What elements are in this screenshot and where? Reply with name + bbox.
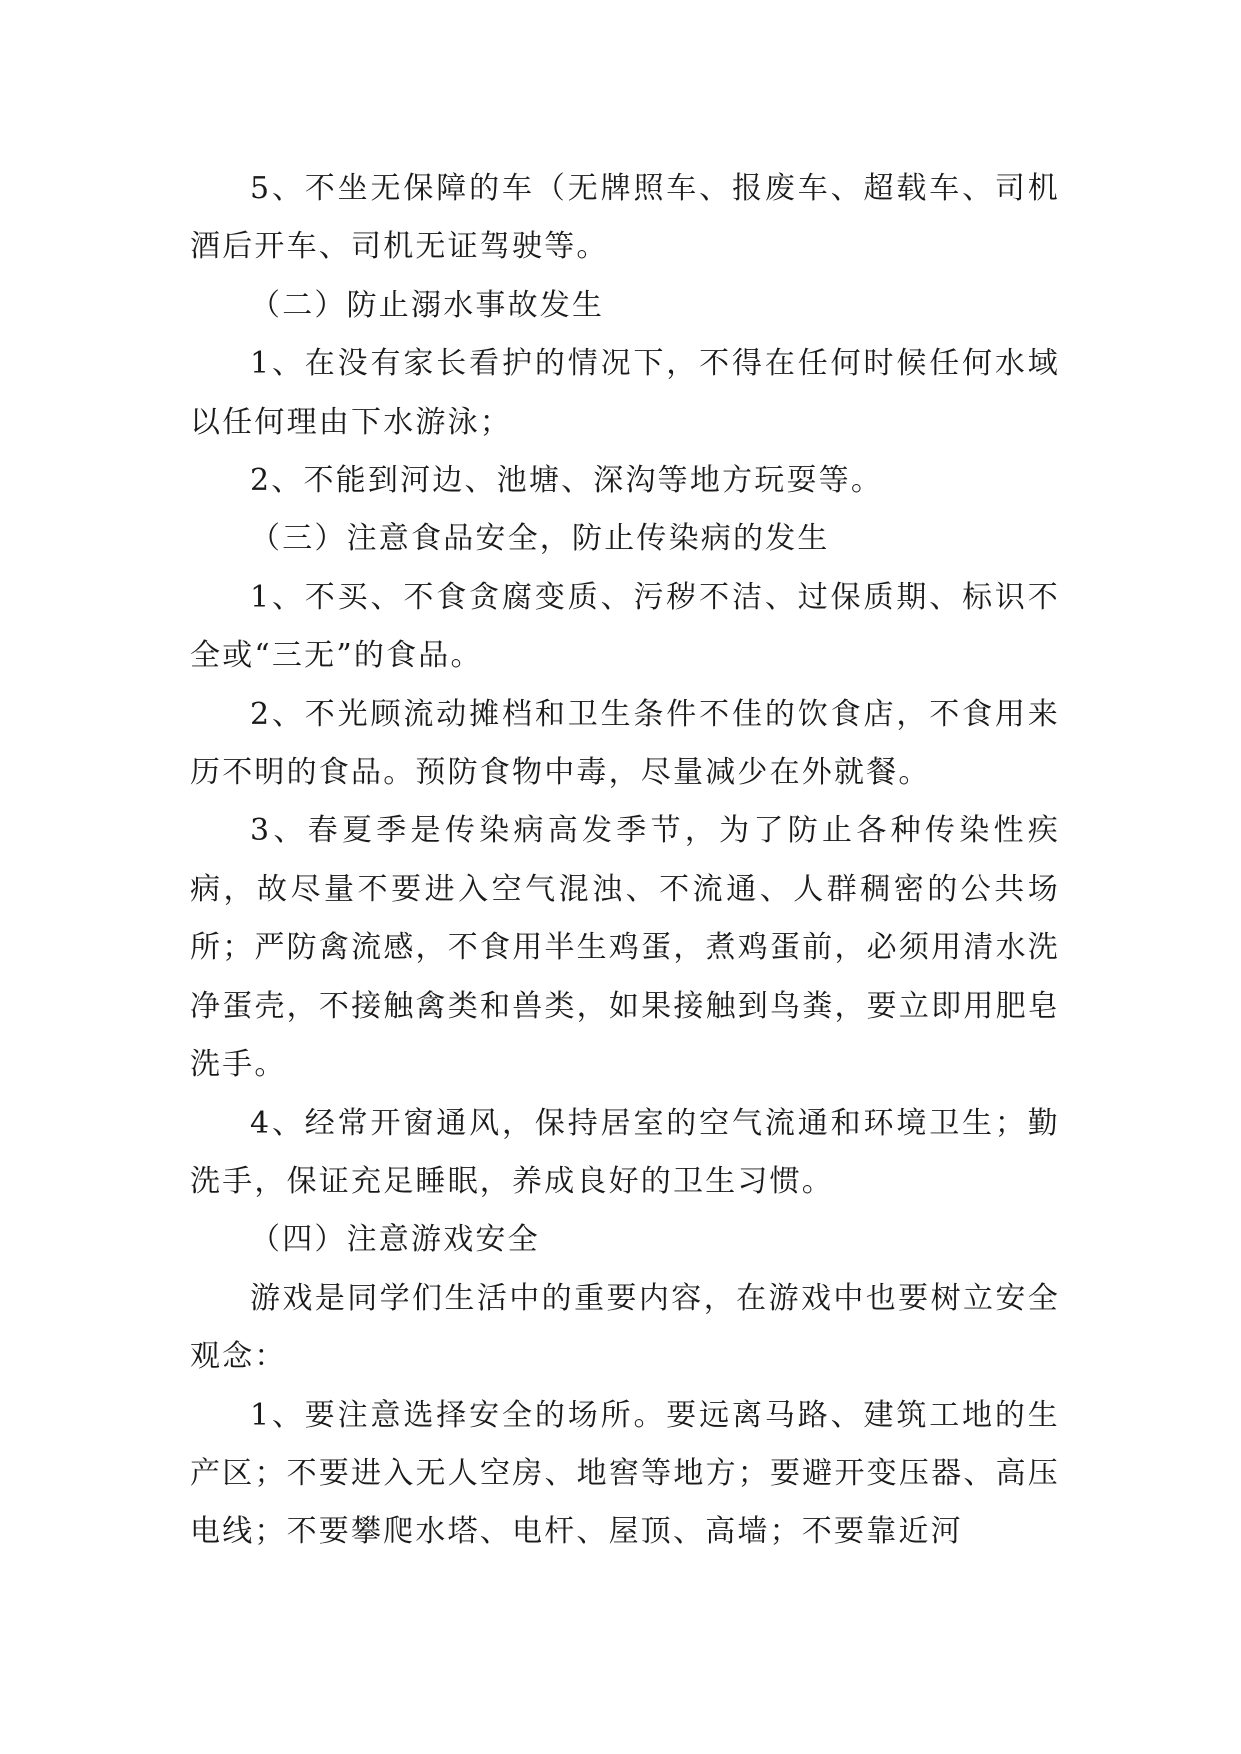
section-heading-game-safety: （四）注意游戏安全: [250, 1222, 540, 1258]
paragraph-food-3: 3、春夏季是传染病高发季节，为了防止各种传染性疾病，故尽量不要进入空气混浊、不流通、人群稠密的公共场所；严防禽流感，不食用半生鸡蛋，煮鸡蛋前，必须用清水洗净蛋壳，不接触禽类和兽类，如果接触到鸟粪，要立即用肥皂洗手。: [190, 813, 1060, 1083]
paragraph-game-1: 1、要注意选择安全的场所。要远离马路、建筑工地的生产区；不要进入无人空房、地窖等地方；要避开变压器、高压电线；不要攀爬水塔、电杆、屋顶、高墙；不要靠近河: [190, 1397, 1060, 1550]
document-page: [190, 160, 1060, 1562]
paragraph-food-1: 1、不买、不食贪腐变质、污秽不洁、过保质期、标识不全或“三无”的食品。: [190, 579, 1060, 674]
paragraph-drowning-2: 2、不能到河边、池塘、深沟等地方玩耍等。: [250, 463, 884, 499]
paragraph-game-intro: 游戏是同学们生活中的重要内容，在游戏中也要树立安全观念：: [190, 1280, 1060, 1375]
section-heading-drowning: （二）防止溺水事故发生: [250, 287, 605, 323]
paragraph-food-4: 4、经常开窗通风，保持居室的空气流通和环境卫生；勤洗手，保证充足睡眠，养成良好的卫生习惯。: [190, 1105, 1060, 1199]
paragraph-food-2: 2、不光顾流动摊档和卫生条件不佳的饮食店，不食用来历不明的食品。预防食物中毒，尽量减少在外就餐。: [190, 696, 1060, 791]
section-heading-food-safety: （三）注意食品安全，防止传染病的发生: [250, 521, 830, 557]
paragraph-rule-5-vehicles: 5、不坐无保障的车（无牌照车、报废车、超载车、司机酒后开车、司机无证驾驶等。: [190, 171, 1060, 265]
paragraph-drowning-1: 1、在没有家长看护的情况下，不得在任何时候任何水域以任何理由下水游泳；: [190, 346, 1060, 440]
